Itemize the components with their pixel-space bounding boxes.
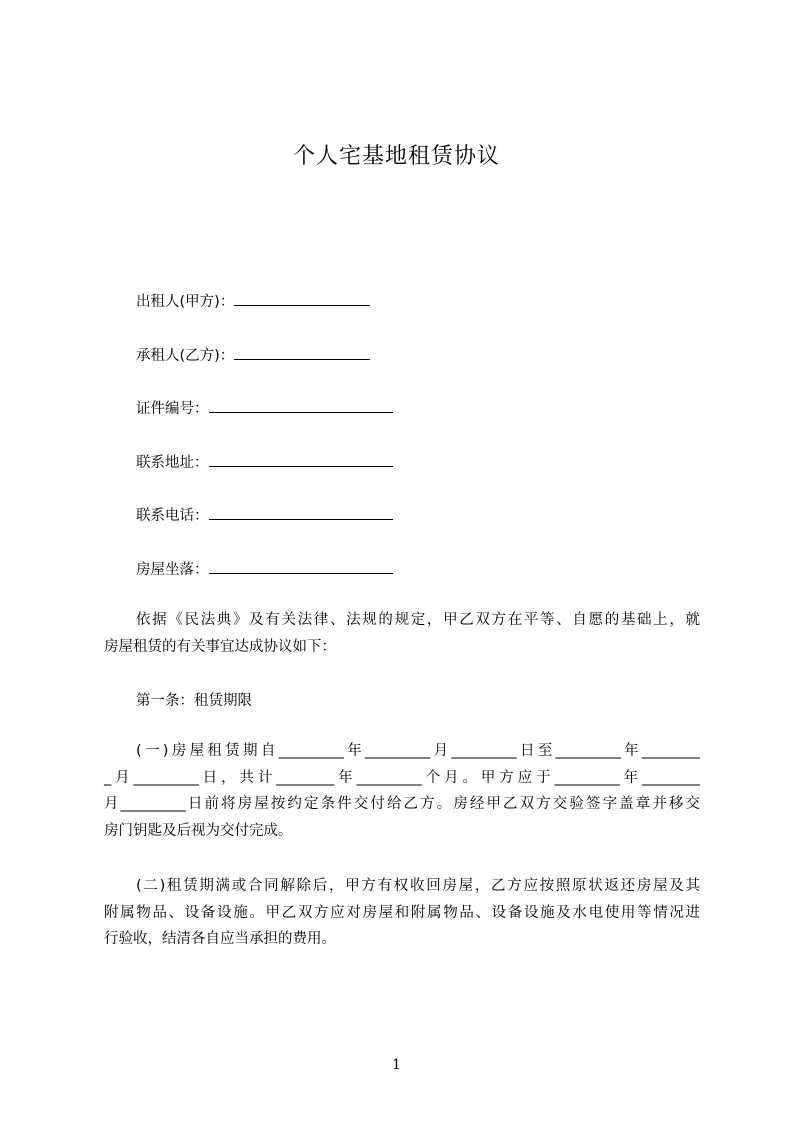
field-address (136, 452, 393, 473)
field-lessee-blank (234, 345, 370, 360)
field-phone-blank (209, 505, 393, 520)
page-number: 1 (392, 1057, 401, 1073)
field-location-label: 房屋坐落： (136, 562, 209, 578)
clause-2-line-2: 附属物品、设备设施。甲乙双方应对房屋和附属物品、设备设施及水电使用等情况进 (104, 904, 700, 921)
clause-2-line-3: 行验收，结清各自应当承担的费用。 (104, 931, 336, 947)
intro-paragraph (104, 607, 700, 660)
intro-line-1: 依据《民法典》及有关法律、法规的规定，甲乙双方在平等、自愿的基础上，就 (136, 612, 700, 628)
field-location-blank (209, 559, 393, 574)
field-phone (136, 505, 393, 526)
clause-2-line-1: (二)租赁期满或合同解除后，甲方有权收回房屋，乙方应按照原状返还房屋及其 (136, 878, 700, 894)
document-title: 个人宅基地租赁协议 (292, 144, 500, 169)
clause-1-line-2: _月_________日，共计________年_________个月。甲方应于_________年________ (104, 769, 700, 786)
article-1-clause-1 (104, 738, 700, 844)
field-id-number-blank (209, 398, 393, 413)
field-address-blank (209, 452, 393, 467)
field-lessee-label: 承租人(乙方)： (136, 348, 235, 364)
intro-line-2: 房屋租赁的有关事宜达成协议如下： (104, 638, 336, 655)
field-id-number (136, 398, 393, 419)
field-lessor (136, 291, 370, 312)
article-1-heading: 第一条：租赁期限 (136, 693, 252, 709)
article-1-clause-2 (104, 873, 700, 953)
field-location (136, 559, 393, 580)
field-id-number-label: 证件编号： (136, 401, 209, 417)
clause-1-line-1: (一)房屋租赁期自_________年_________月_________日至_________年________ (136, 743, 700, 759)
field-address-label: 联系地址： (136, 455, 209, 471)
field-phone-label: 联系电话： (136, 508, 209, 524)
field-lessor-blank (234, 291, 370, 306)
field-lessor-label: 出租人(甲方)： (136, 294, 235, 310)
clause-1-line-4: 房门钥匙及后视为交付完成。 (104, 822, 293, 839)
clause-1-line-3: 月_________日前将房屋按约定条件交付给乙方。房经甲乙双方交验签字盖章并移交 (104, 796, 700, 812)
field-lessee (136, 345, 370, 366)
